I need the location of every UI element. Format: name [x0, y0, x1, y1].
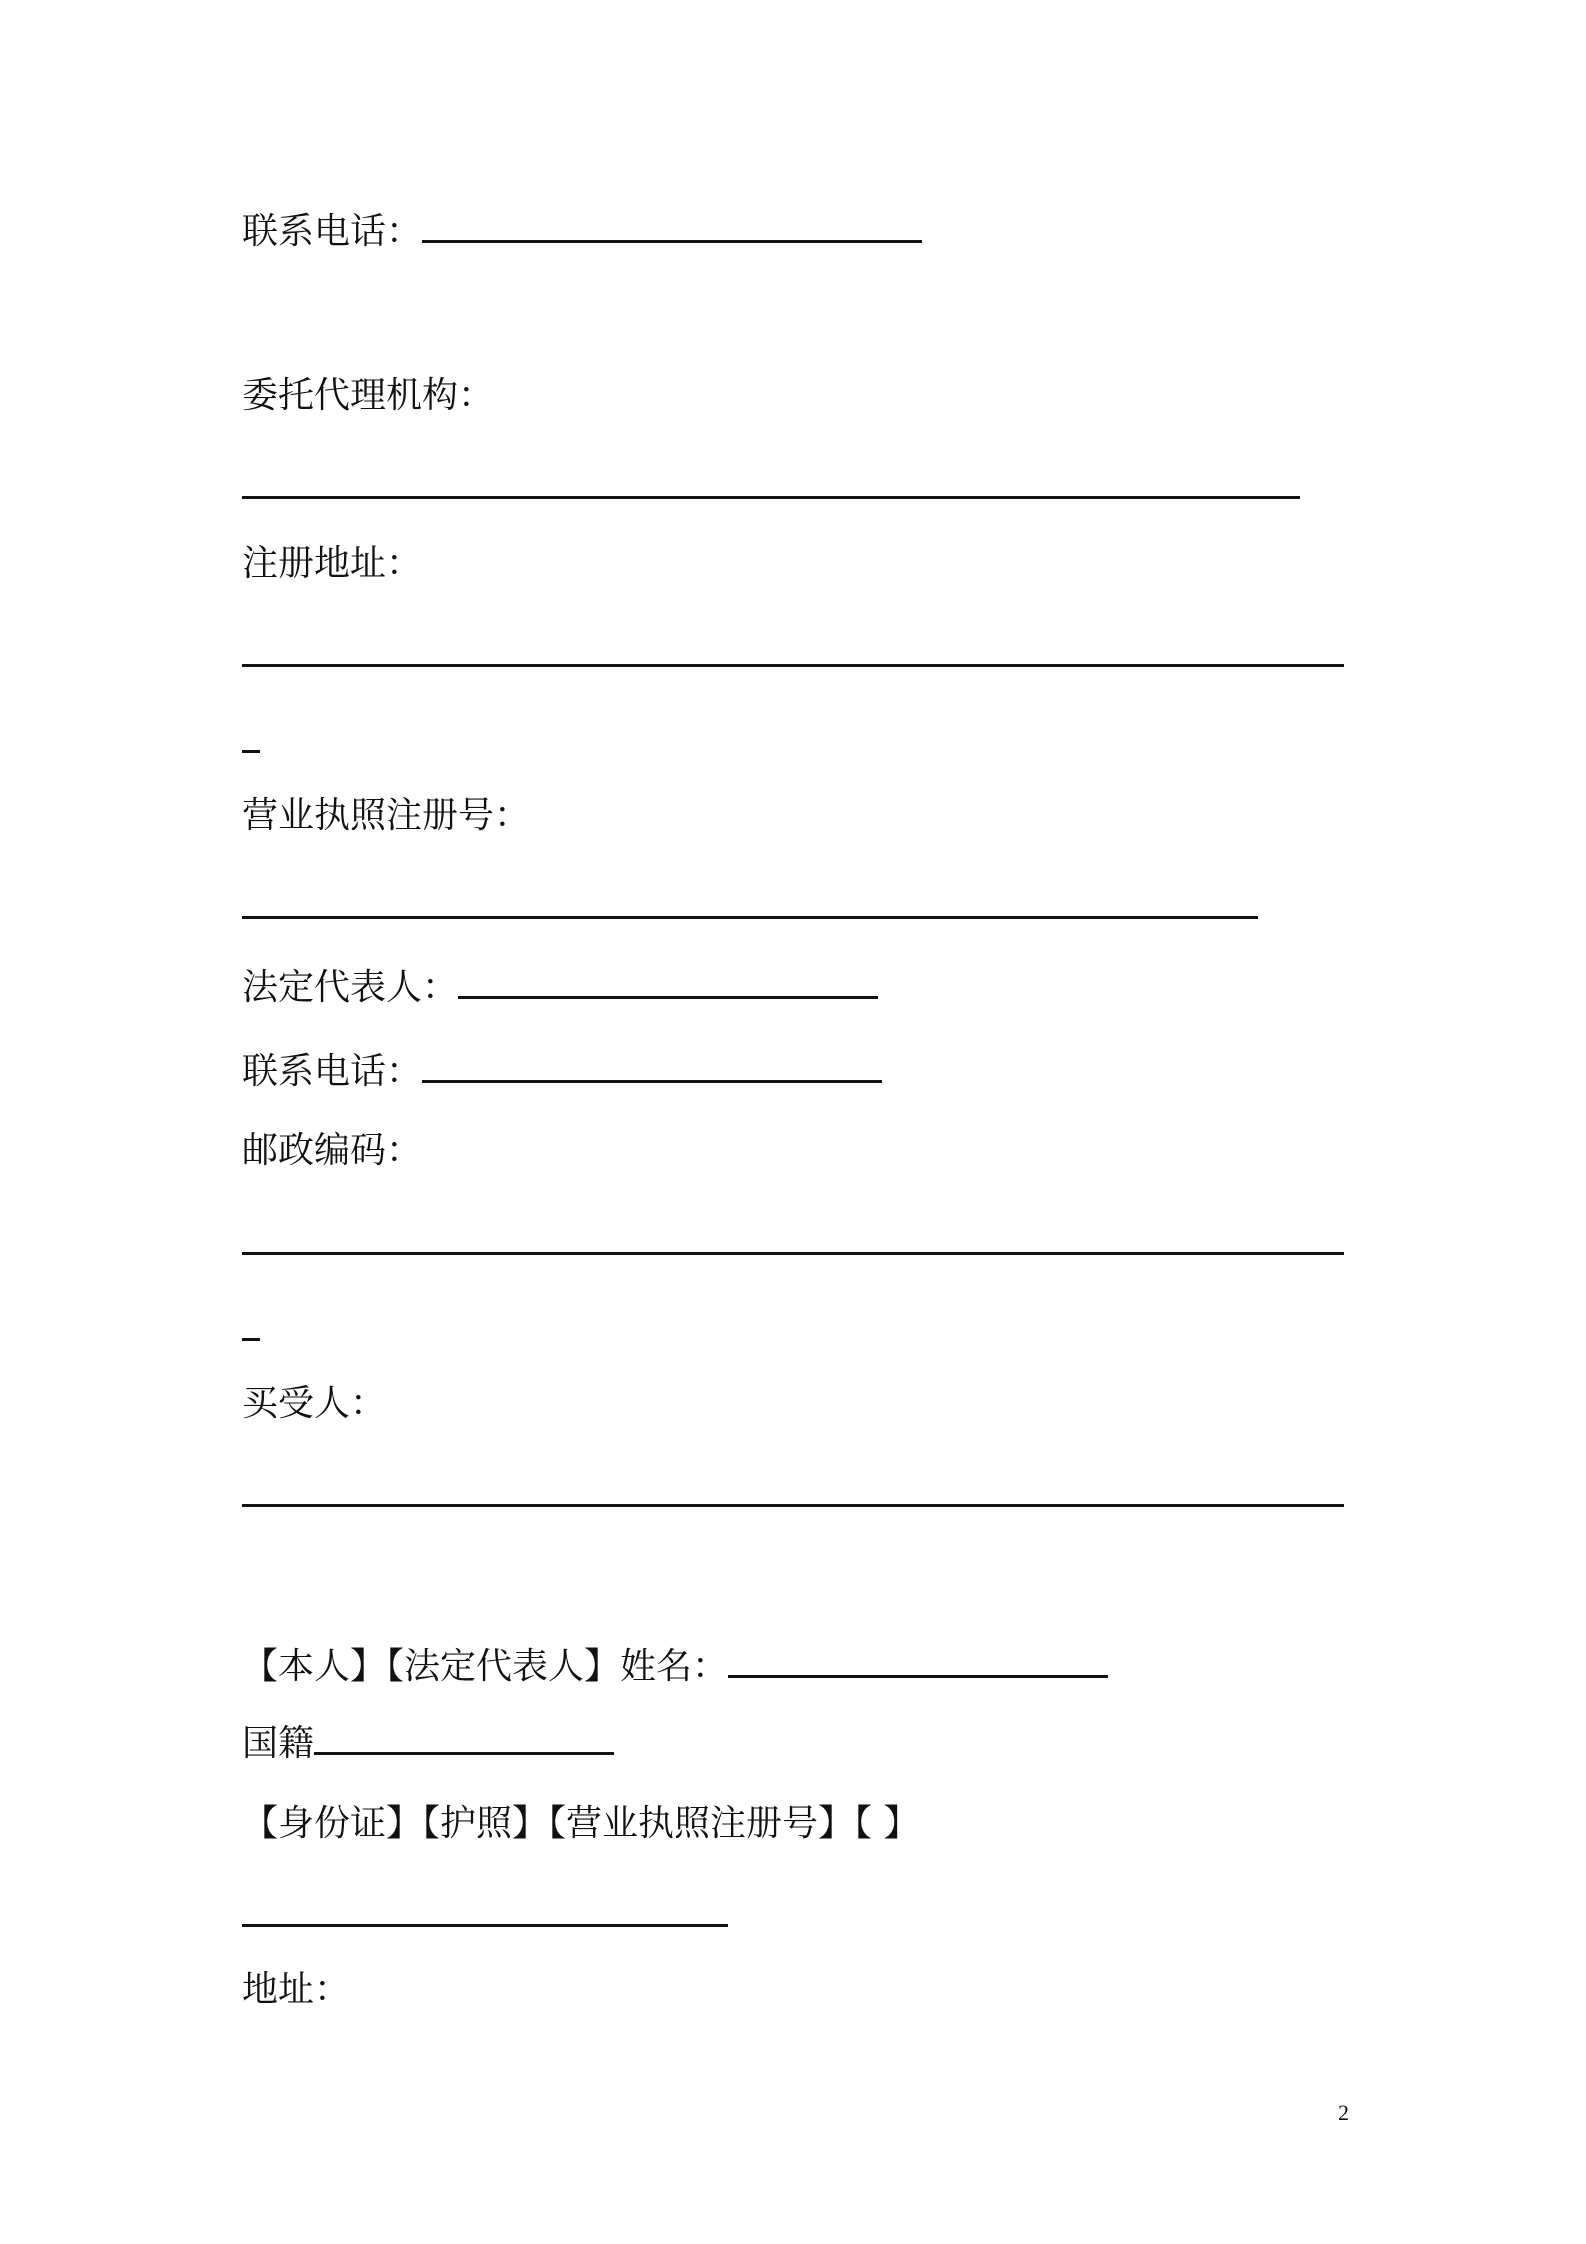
buyer-blank[interactable]	[242, 1504, 1344, 1507]
postcode-blank-cont[interactable]	[242, 1338, 260, 1341]
legal-rep-blank[interactable]	[458, 966, 878, 999]
reg-address-blank[interactable]	[242, 664, 1344, 667]
license-blank[interactable]	[242, 916, 1258, 919]
page-number: 2	[1338, 2100, 1349, 2125]
legal-rep-label: 法定代表人：	[242, 967, 459, 1008]
phone-blank-2[interactable]	[422, 1050, 882, 1083]
license-label: 营业执照注册号：	[242, 795, 531, 836]
phone-label: 联系电话：	[242, 211, 423, 252]
reg-address-blank-cont[interactable]	[242, 750, 260, 753]
agent-blank[interactable]	[242, 496, 1300, 499]
postcode-label: 邮政编码：	[242, 1130, 423, 1171]
id-number-blank[interactable]	[242, 1924, 728, 1927]
phone-field-1	[242, 210, 922, 250]
legal-rep-field	[242, 966, 878, 1006]
buyer-label: 买受人：	[242, 1383, 387, 1424]
phone-field-2	[242, 1050, 882, 1090]
name-blank[interactable]	[728, 1645, 1108, 1678]
name-label: 【本人】【法定代表人】姓名：	[242, 1646, 729, 1687]
nationality-blank[interactable]	[314, 1722, 614, 1755]
nationality-label: 国籍	[242, 1723, 315, 1764]
postcode-blank[interactable]	[242, 1252, 1344, 1255]
id-type-line: 【身份证】【护照】【营业执照注册号】【 】	[242, 1803, 920, 1844]
address-label: 地址：	[242, 1969, 351, 2010]
phone-label-2: 联系电话：	[242, 1051, 423, 1092]
reg-address-label: 注册地址：	[242, 543, 423, 584]
nationality-field	[242, 1722, 614, 1762]
phone-blank[interactable]	[422, 210, 922, 243]
agent-label: 委托代理机构：	[242, 375, 495, 416]
name-field	[242, 1645, 1108, 1685]
